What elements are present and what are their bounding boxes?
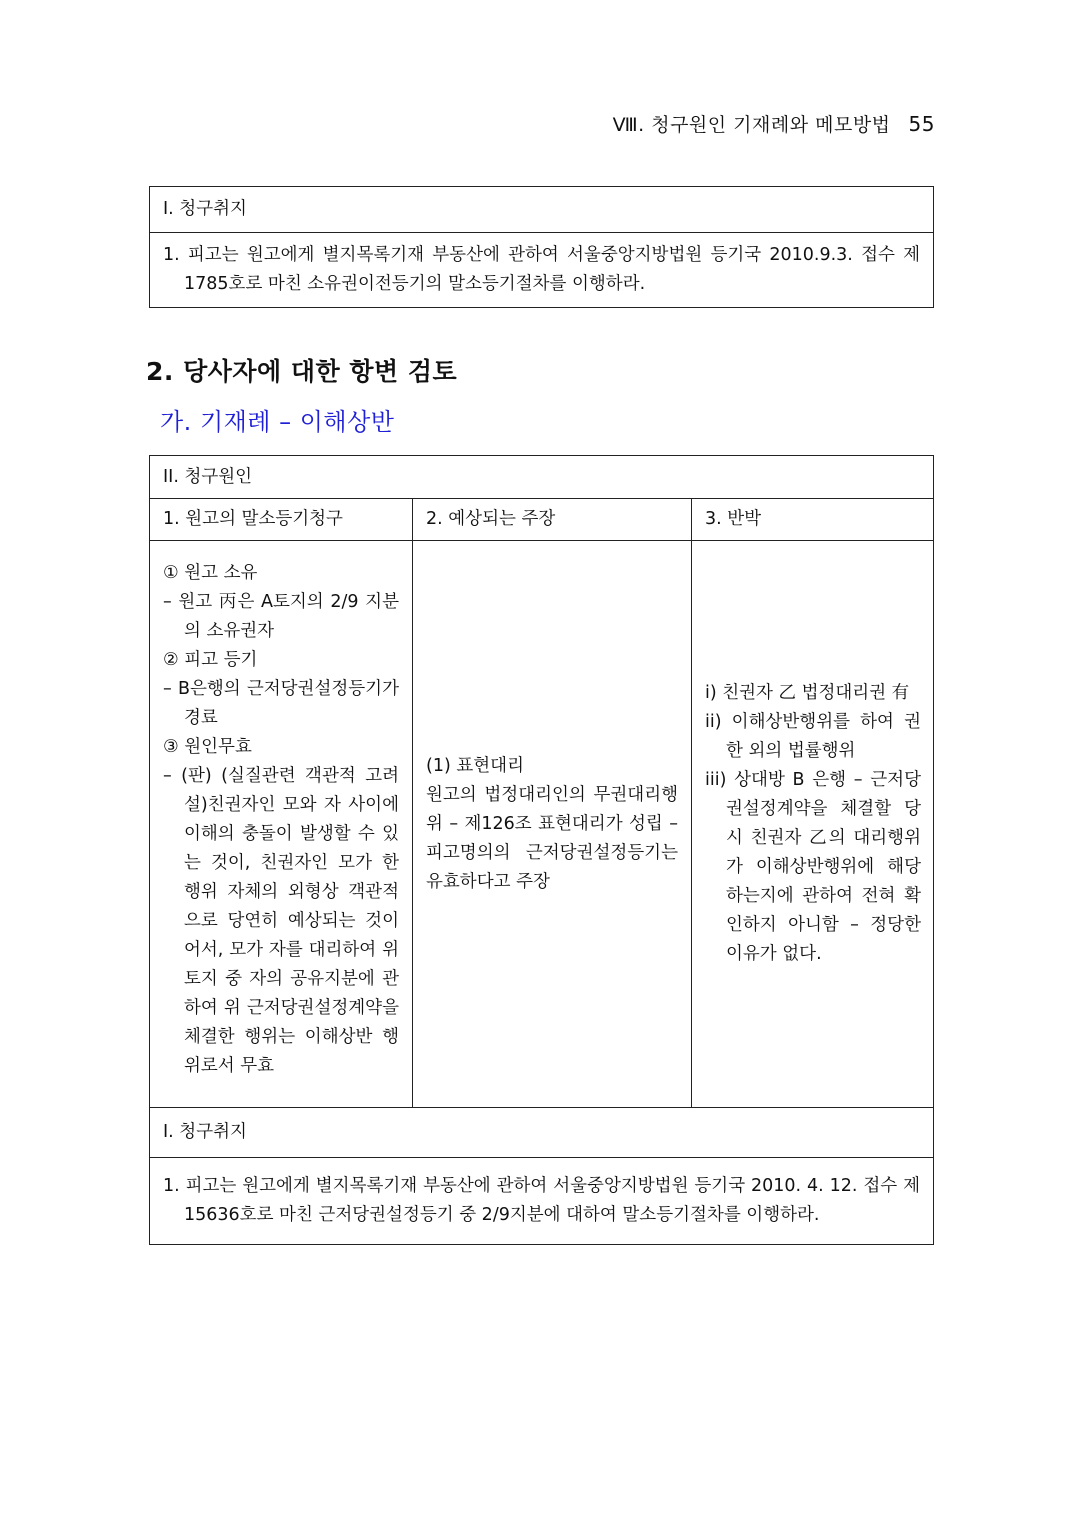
claim-detail-3: – (판) (실질관련 객관적 고려설)친권자인 모와 자 사이에 이해의 충돌이 발생할 수 있는 것이, 친권자인 모가 한 행위 자체의 외형상 객관적으로 당연히 예상되는 것이어서, 모가 자를 대리하여 위 토지 중 자의 공유지분에 관하여 위 근저당권설정계약을 체결한 행위는 이해상반 행위로서 무효 bbox=[163, 766, 399, 1076]
column-header-rebuttal: 3. 반박 bbox=[692, 499, 934, 541]
page-number: 55 bbox=[908, 112, 935, 136]
rebuttal-column bbox=[692, 541, 934, 1108]
claim-purpose-text-2: 1. 피고는 원고에게 별지목록기재 부동산에 관하여 서울중앙지방법원 등기국 2010. 4. 12. 접수 제15636호로 마친 근저당권설정등기 중 2/9지분에 대하여 말소등기절차를 이행하라. bbox=[150, 1158, 934, 1245]
claim-purpose-heading: I. 청구취지 bbox=[150, 187, 934, 233]
rebuttal-2: ii) 이해상반행위를 하여 권한 외의 법률행위 bbox=[705, 712, 921, 761]
section-title: 2. 당사자에 대한 항변 검토 bbox=[146, 357, 458, 386]
column-header-expected-argument: 2. 예상되는 주장 bbox=[413, 499, 692, 541]
running-header bbox=[613, 110, 935, 137]
claim-column bbox=[150, 541, 413, 1108]
claim-purpose-box-1 bbox=[149, 186, 934, 308]
section-subtitle: 가. 기재례 – 이해상반 bbox=[160, 408, 395, 436]
claim-cause-heading: II. 청구원인 bbox=[150, 456, 934, 499]
expected-argument-column bbox=[413, 541, 692, 1108]
rebuttal-1: i) 친권자 乙 법정대리권 有 bbox=[705, 683, 910, 703]
claim-detail-2: – B은행의 근저당권설정등기가 경료 bbox=[163, 679, 399, 728]
chapter-title: Ⅷ. 청구원인 기재례와 메모방법 bbox=[612, 114, 891, 136]
claim-purpose-heading-2: I. 청구취지 bbox=[150, 1108, 934, 1158]
claim-point-2: ② 피고 등기 bbox=[163, 650, 258, 670]
claim-purpose-text: 1. 피고는 원고에게 별지목록기재 부동산에 관하여 서울중앙지방법원 등기국 2010.9.3. 접수 제1785호로 마친 소유권이전등기의 말소등기절차를 이행하라. bbox=[150, 233, 934, 308]
claim-point-3: ③ 원인무효 bbox=[163, 737, 252, 757]
claim-point-1: ① 원고 소유 bbox=[163, 563, 258, 583]
claim-cause-table bbox=[149, 455, 934, 1245]
column-header-claim: 1. 원고의 말소등기청구 bbox=[150, 499, 413, 541]
argument-text: 원고의 법정대리인의 무권대리행위 – 제126조 표현대리가 성립 – 피고명의의 근저당권설정등기는 유효하다고 주장 bbox=[426, 784, 678, 892]
rebuttal-3: iii) 상대방 B 은행 – 근저당권설정계약을 체결할 당시 친권자 乙의 대리행위가 이해상반행위에 해당하는지에 관하여 전혀 확인하지 아니함 – 정당한 이유가 없다. bbox=[705, 770, 921, 964]
claim-detail-1: – 원고 丙은 A토지의 2/9 지분의 소유권자 bbox=[163, 592, 399, 641]
argument-title: (1) 표현대리 bbox=[426, 755, 524, 776]
